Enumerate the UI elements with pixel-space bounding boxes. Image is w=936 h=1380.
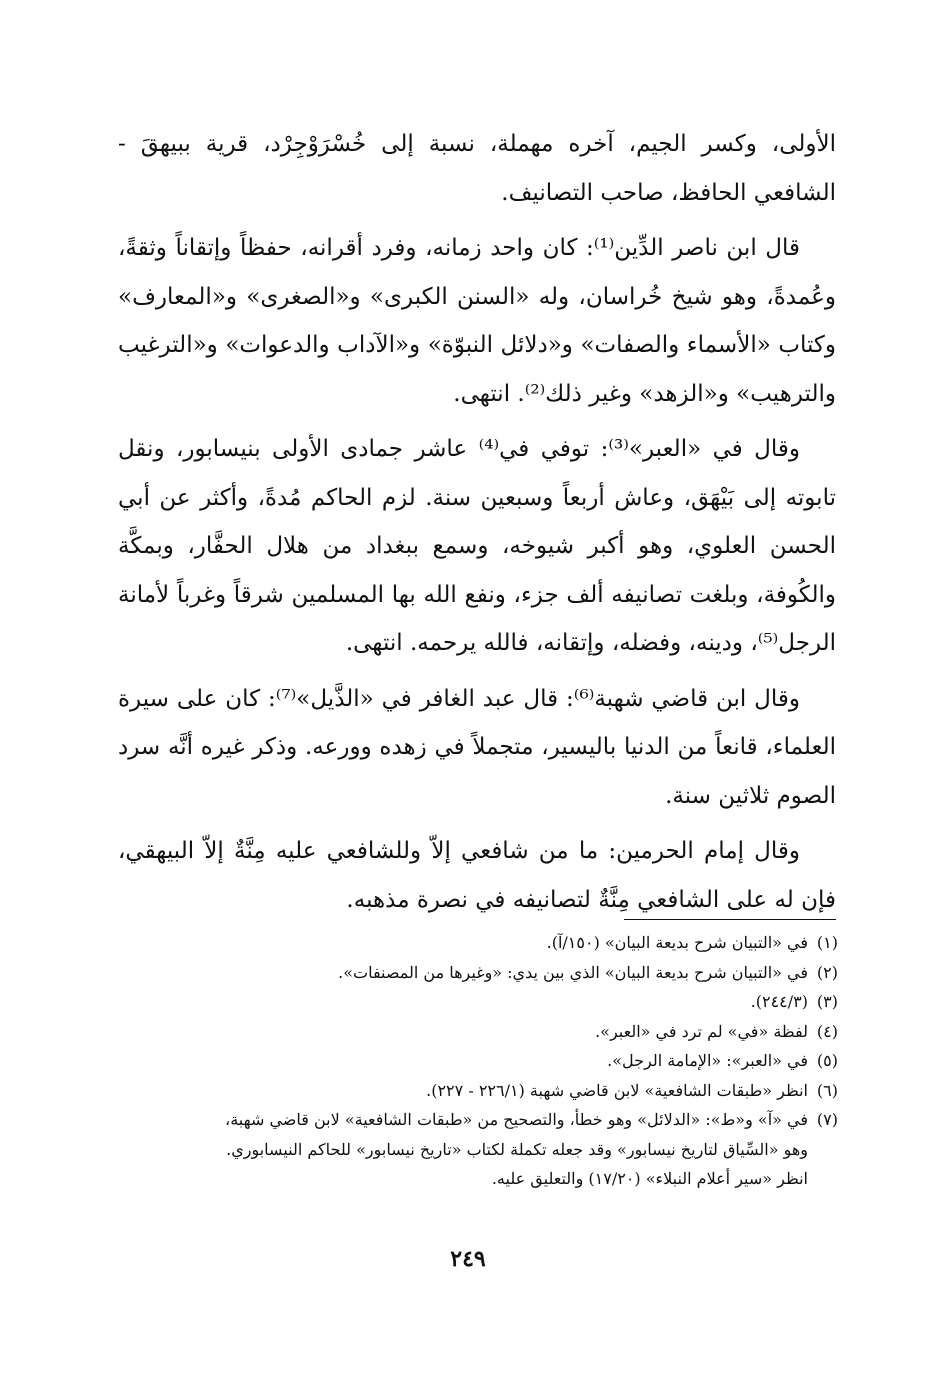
footnote-4: [118, 1017, 838, 1047]
footnote-number: (٥): [816, 1051, 838, 1070]
footnote-7: [118, 1105, 838, 1194]
paragraph-2: قال ابن ناصر الدِّين⁽¹⁾: كان واحد زمانه، وفرد أقرانه، حفظاً وإتقاناً وثقةً، وعُمدةً، وهو شيخ خُراسان، وله «السنن الكبرى» و«الصغرى» و«المعارف» وكتاب «الأسماء والصفات» و«دلائل النبوّة» و«الآداب والدعوات» و«الترغيب والترهيب» و«الزهد» وغير ذلك⁽²⁾. انتهى.: [118, 235, 836, 407]
footnote-text: (٢٤٤/٣).: [750, 992, 808, 1011]
footnote-number: (١): [816, 933, 838, 952]
footnote-3: [118, 987, 838, 1017]
main-text: [118, 120, 836, 931]
footnote-1: [118, 928, 838, 958]
footnote-text: في «العبر»: «الإمامة الرجل».: [607, 1051, 808, 1070]
paragraph-1: الأولى، وكسر الجيم، آخره مهملة، نسبة إلى خُسْرَوْجِرْد، قرية ببيهقَ - الشافعي الحافظ، صاحب التصانيف.: [118, 131, 836, 206]
paragraph-3: وقال في «العبر»⁽³⁾: توفي في⁽⁴⁾ عاشر جمادى الأولى بنيسابور، ونقل تابوته إلى بَيْهَق، وعاش أربعاً وسبعين سنة. لزم الحاكم مُدةً، وأكثر عن أبي الحسن العلوي، وهو أكبر شيوخه، وسمع ببغداد من هلال الحفَّار، وبمكَّة والكُوفة، وبلغت تصانيفه ألف جزء، ونفع الله بها المسلمين شرقاً وغرباً لأمانة الرجل⁽⁵⁾، ودينه، وفضله، وإتقانه، فالله يرحمه. انتهى.: [118, 436, 836, 656]
footnote-number: (٦): [816, 1080, 838, 1100]
footnote-text: في «آ» و«ط»: «الدلائل» وهو خطأ، والتصحيح من «طبقات الشافعية» لابن قاضي شهبة،: [225, 1110, 808, 1129]
footnote-number: (٣): [816, 992, 838, 1011]
footnote-6: [118, 1076, 838, 1106]
footnote-text: في «التبيان شرح بديعة البيان» الذي بين يدي: «وغيرها من المصنفات».: [338, 962, 808, 982]
footnote-5: [118, 1046, 838, 1076]
footnote-text: انظر «طبقات الشافعية» لابن قاضي شهبة (٢٢٦/١ - ٢٢٧).: [426, 1080, 808, 1100]
footnote-number: (٤): [816, 1021, 838, 1041]
footnote-continuation: انظر «سير أعلام النبلاء» (١٧/٢٠) والتعليق عليه.: [491, 1169, 808, 1188]
footnote-text: لفظة «في» لم ترد في «العبر».: [595, 1021, 808, 1041]
footnote-continuation: وهو «السِّياق لتاريخ نيسابور» وقد جعله تكملة لكتاب «تاريخ نيسابور» للحاكم النيسابوري.: [226, 1139, 808, 1159]
page-number: ٢٤٩: [450, 1246, 486, 1272]
footnote-text: في «التبيان شرح بديعة البيان» (١٥٠/آ).: [546, 933, 808, 952]
footnote-2: [118, 958, 838, 988]
paragraph-5: وقال إمام الحرمين: ما من شافعي إلاّ وللشافعي عليه مِنَّةٌ إلاّ البيهقي، فإن له على الشافعي مِنَّةٌ لتصانيفه في نصرة مذهبه.: [118, 838, 836, 913]
footnotes: [118, 928, 838, 1194]
paragraph-4: وقال ابن قاضي شهبة⁽⁶⁾: قال عبد الغافر في «الذَّيل»⁽⁷⁾: كان على سيرة العلماء، قانعاً من الدنيا باليسير، متجملاً في زهده وورعه. وذكر غيره أنَّه سرد الصوم ثلاثين سنة.: [118, 685, 836, 809]
footnote-number: (٧): [816, 1110, 838, 1129]
footnote-divider: [624, 919, 836, 920]
footnote-number: (٢): [816, 962, 838, 982]
